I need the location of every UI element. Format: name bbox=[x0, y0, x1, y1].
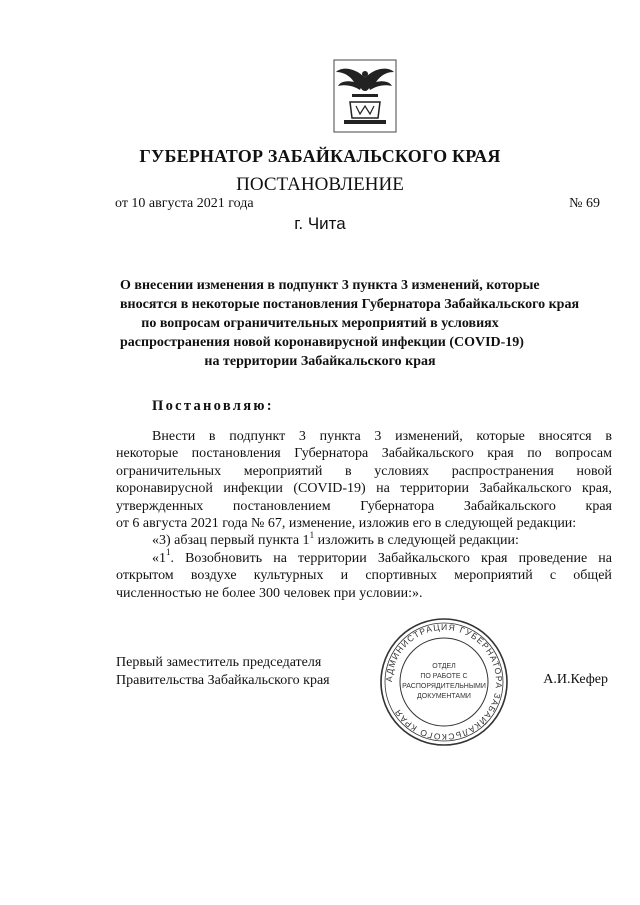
body-word: распространения bbox=[451, 463, 554, 479]
body-line bbox=[116, 445, 612, 462]
body-line bbox=[116, 498, 612, 515]
body-text: «1 bbox=[152, 550, 166, 566]
body-word: на bbox=[273, 550, 287, 566]
body-word: воздухе bbox=[190, 568, 237, 584]
body-word: вносятся bbox=[538, 429, 592, 444]
body-word: 3 bbox=[298, 429, 306, 444]
body-word: края, bbox=[581, 481, 612, 497]
page-title: ГУБЕРНАТОР ЗАБАЙКАЛЬСКОГО КРАЯ bbox=[139, 146, 501, 166]
body-word: новой bbox=[576, 463, 612, 479]
body-word: условиях bbox=[374, 463, 430, 479]
body-line: численностью не более 300 человек при условии:». bbox=[116, 585, 423, 601]
document-type: ПОСТАНОВЛЕНИЕ bbox=[236, 174, 404, 195]
body-word: Забайкальского bbox=[381, 446, 474, 462]
stamp-center-line: ОТДЕЛ bbox=[432, 663, 456, 670]
body-word: культурных bbox=[253, 568, 324, 584]
body-text: изложить в следующей редакции: bbox=[314, 533, 519, 549]
body-word: спортивных bbox=[365, 568, 437, 584]
body-word: в bbox=[345, 463, 352, 479]
document-city: г. Чита bbox=[294, 214, 346, 233]
body-word: по bbox=[527, 446, 542, 462]
body-word: ограничительных bbox=[116, 463, 222, 479]
body-word: на bbox=[598, 550, 612, 566]
body-word: Внести bbox=[152, 429, 196, 444]
body-word: некоторые bbox=[116, 446, 179, 462]
document-date: от 10 августа 2021 года bbox=[115, 196, 254, 211]
body-word: Возобновить bbox=[185, 550, 263, 566]
body-line bbox=[116, 428, 612, 445]
body-line bbox=[116, 480, 612, 497]
document-number: № 69 bbox=[569, 196, 600, 211]
body-word: утвержденных bbox=[116, 498, 204, 514]
body-word: пункта bbox=[319, 429, 361, 444]
body-text: «3) абзац первый пункта 1 bbox=[152, 533, 310, 549]
body-word: вопросам bbox=[555, 446, 612, 462]
coat-of-arms-icon bbox=[330, 58, 400, 134]
body-word: территории bbox=[298, 550, 367, 566]
body-word: открытом bbox=[116, 568, 174, 584]
body-word: края bbox=[585, 498, 612, 514]
body-word: на bbox=[376, 481, 390, 497]
body-word: 3 bbox=[374, 429, 382, 444]
body-line bbox=[116, 567, 612, 584]
superscript: 1 bbox=[166, 547, 171, 558]
body-line bbox=[116, 463, 612, 480]
body-word: мероприятий bbox=[454, 568, 533, 584]
body-word: края bbox=[487, 446, 514, 462]
body-line bbox=[116, 529, 612, 549]
body-word: Забайкальского bbox=[463, 498, 556, 514]
position-line: Правительства Забайкальского края bbox=[116, 673, 330, 688]
body-word: в bbox=[208, 429, 216, 444]
body-word: и bbox=[340, 568, 349, 584]
body-text: . bbox=[170, 550, 174, 566]
body-word: территории bbox=[400, 481, 470, 497]
subject-line: вносятся в некоторые постановления Губернатора Забайкальского края bbox=[120, 297, 580, 312]
body-word: подпункт bbox=[229, 429, 286, 444]
body-word: мероприятий bbox=[243, 463, 323, 479]
body-word: (COVID-19) bbox=[293, 481, 366, 497]
body-word: постановления bbox=[191, 446, 281, 462]
body-word: изменений, bbox=[395, 429, 463, 444]
stamp-center-line: ПО РАБОТЕ С bbox=[420, 673, 468, 680]
body-word: которые bbox=[476, 429, 525, 444]
body-line: от 6 августа 2021 года № 67, изменение, изложив его в следующей редакции: bbox=[116, 516, 577, 532]
document-subject bbox=[120, 276, 580, 371]
stamp-center-line: РАСПОРЯДИТЕЛЬНЫМИ bbox=[402, 683, 486, 690]
body-word: проведение bbox=[518, 550, 588, 566]
decree-word: Постановляю: bbox=[152, 398, 274, 414]
body-word: в bbox=[605, 429, 612, 444]
stamp-center-line: ДОКУМЕНТАМИ bbox=[417, 693, 471, 700]
body-word: Губернатора bbox=[294, 446, 369, 462]
body-word: постановлением bbox=[232, 498, 331, 514]
body-word: инфекции bbox=[223, 481, 283, 497]
signatory-position bbox=[116, 654, 330, 690]
body-word: общей bbox=[573, 568, 612, 584]
official-stamp-icon bbox=[378, 616, 510, 748]
subject-line: О внесении изменения в подпункт 3 пункта 3 изменений, которые bbox=[120, 278, 540, 293]
body-word bbox=[152, 547, 174, 567]
subject-line: по вопросам ограничительных мероприятий в условиях bbox=[141, 316, 499, 331]
subject-line: на территории Забайкальского края bbox=[204, 354, 436, 369]
body-word: Забайкальского bbox=[377, 550, 470, 566]
position-line: Первый заместитель председателя bbox=[116, 655, 322, 670]
superscript: 1 bbox=[309, 529, 315, 540]
svg-text:АДМИНИСТРАЦИЯ ГУБЕРНАТОРА ЗАБА bbox=[384, 622, 504, 742]
body-word: с bbox=[549, 568, 557, 584]
body-word: Губернатора bbox=[360, 498, 435, 514]
document-body bbox=[116, 428, 612, 602]
stamp-ring-text: АДМИНИСТРАЦИЯ ГУБЕРНАТОРА ЗАБАЙКАЛЬСКОГО КРАЯ bbox=[383, 621, 505, 743]
signatory-name: А.И.Кефер bbox=[543, 672, 608, 687]
body-word: края bbox=[481, 550, 508, 566]
subject-line: распространения новой коронавирусной инфекции (COVID-19) bbox=[120, 335, 524, 350]
body-word: Забайкальского bbox=[479, 481, 572, 497]
body-line bbox=[116, 547, 612, 567]
body-word: коронавирусной bbox=[116, 481, 213, 497]
